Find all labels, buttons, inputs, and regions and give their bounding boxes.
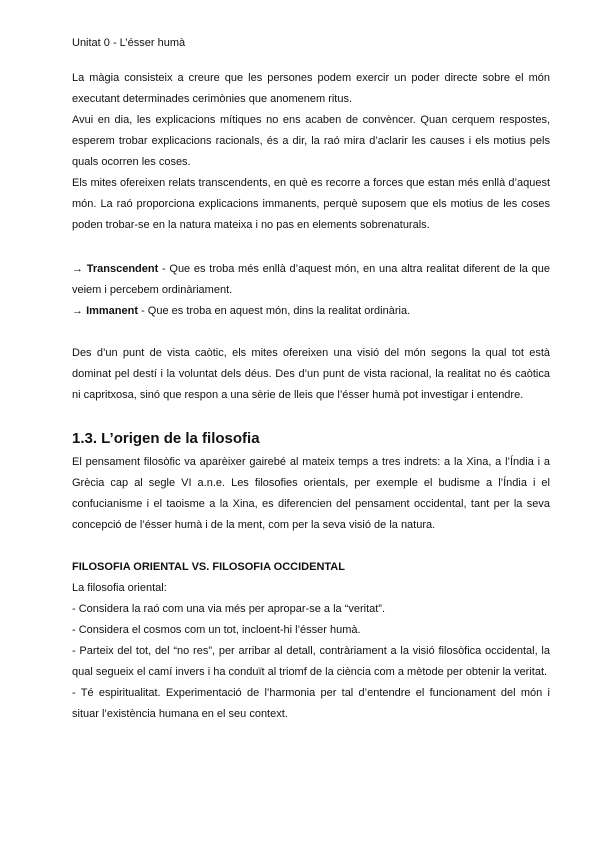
section-heading: 1.3. L’origen de la filosofia [72, 430, 260, 447]
list-item: - Considera el cosmos com un tot, incloent-hi l’ésser humà. [72, 624, 361, 636]
intro-section [72, 68, 550, 236]
term-transcendent: Transcendent [86, 263, 159, 275]
intro-paragraph-myths: Els mites ofereixen relats transcendents, en què es recorre a forces que estan més enllà d’aquest món. La raó proporciona explicacions immanents, perquè suposem que els motius de les coses poden trobar-se en la natura mateixa i no pas en elements sobrenaturals. [72, 177, 550, 231]
page-header: Unitat 0 - L’ésser humà [72, 37, 186, 49]
definition-transcendent-text: - Que es troba més enllà d’aquest món, en una altra realitat diferent de la que veiem i percebem ordinàriament. [72, 263, 550, 296]
chaos-paragraph: Des d’un punt de vista caòtic, els mites ofereixen una visió del món segons la qual tot està dominat pel destí i la voluntat dels déus. Des d’un punt de vista racional, la realitat no és caòtica ni capritxosa, sinó que respon a una sèrie de lleis que l’ésser humà pot investigar i entendre. [72, 347, 550, 401]
intro-paragraph-magic: La màgia consisteix a creure que les persones podem exercir un poder directe sobre el món executant determinades cerimònies que anomenem ritus. [72, 72, 550, 105]
list-item: - Té espiritualitat. Experimentació de l’harmonia per tal d’entendre el funcionament del món i situar l’existència humana en el seu context. [72, 687, 550, 720]
comparison-title: FILOSOFIA ORIENTAL VS. FILOSOFIA OCCIDENTAL [72, 561, 345, 573]
list-item: - Considera la raó com una via més per apropar-se a la “veritat”. [72, 603, 386, 615]
definition-transcendent [72, 259, 550, 301]
comparison-list [72, 578, 550, 725]
section-paragraph: El pensament filosòfic va aparèixer gairebé al mateix temps a tres indrets: a la Xina, a l’Índia i a Grècia cap al segle VI a.n.e. Les filosofies orientals, per exemple el budisme a l’Índia i el confucianisme i el taoisme a la Xina, es diferencien del pensament occidental, tant per la seva concepció de l’ésser humà i de la ment, com per la seva visió de la natura. [72, 456, 550, 531]
arrow-icon: → [72, 263, 83, 275]
arrow-icon: → [72, 305, 83, 317]
definition-immanent [72, 301, 550, 322]
list-item: - Parteix del tot, del “no res”, per arribar al detall, contràriament a la visió filosòfica occidental, la qual segueix el camí invers i ha conduït al triomf de la ciència com a mètode per obtenir la veritat. [72, 645, 550, 678]
term-immanent: Immanent [86, 305, 139, 317]
intro-paragraph-explanations: Avui en dia, les explicacions mítiques no ens acaben de convèncer. Quan cerquem respostes, esperem trobar explicacions racionals, és a dir, la raó mira d’aclarir les causes i els motius pels quals ocorren les coses. [72, 114, 550, 168]
definition-immanent-text: - Que es troba en aquest món, dins la realitat ordinària. [138, 305, 411, 317]
comparison-intro: La filosofia oriental: [72, 582, 167, 594]
definitions-section [72, 259, 550, 322]
